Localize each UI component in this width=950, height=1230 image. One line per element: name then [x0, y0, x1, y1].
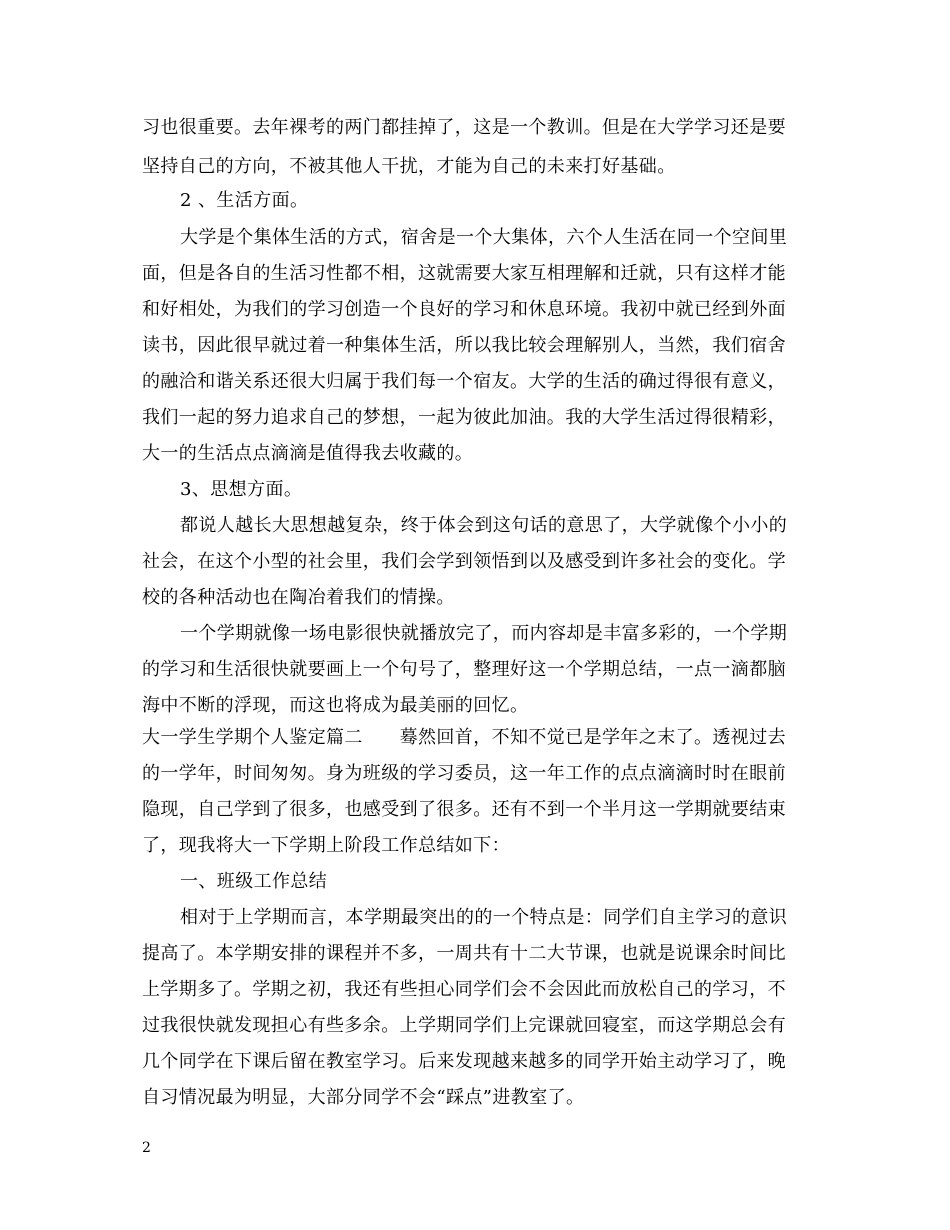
section-heading: 3、思想方面。 [180, 479, 303, 500]
section-heading: 2 、生活方面。 [180, 190, 309, 211]
text-line: 和好相处，为我们的学习创造一个良好的学习和休息环境。我初中就已经到外面 [142, 299, 786, 320]
text-line: 的一学年，时间匆匆。身为班级的学习委员，这一年工作的点点滴滴时时在眼前 [142, 763, 786, 784]
text-line: 社会，在这个小型的社会里，我们会学到领悟到以及感受到许多社会的变化。学 [142, 551, 786, 572]
text-line: 几个同学在下课后留在教室学习。后来发现越来越多的同学开始主动学习了，晚 [142, 1051, 786, 1072]
page-number: 2 [142, 1140, 151, 1156]
text-line: 相对于上学期而言，本学期最突出的的一个特点是：同学们自主学习的意识 [180, 907, 788, 928]
text-line: 习也很重要。去年裸考的两门都挂掉了，这是一个教训。但是在大学学习还是要 [142, 117, 786, 138]
text-line: 提高了。本学期安排的课程并不多，一周共有十二大节课，也就是说课余时间比 [142, 943, 786, 964]
text-line: 的学习和生活很快就要画上一个句号了，整理好这一个学期总结，一点一滴都脑 [142, 659, 786, 680]
text-line: 大一学生学期个人鉴定篇二 蓦然回首，不知不觉已是学年之末了。透视过去 [142, 727, 786, 748]
text-line: 一个学期就像一场电影很快就播放完了，而内容却是丰富多彩的，一个学期 [180, 623, 788, 644]
text-line: 面，但是各自的生活习性都不相，这就需要大家互相理解和迁就，只有这样才能 [142, 263, 786, 284]
text-line: 读书，因此很早就过着一种集体生活，所以我比较会理解别人，当然，我们宿舍 [142, 335, 786, 356]
text-line: 海中不断的浮现，而这也将成为最美丽的回忆。 [142, 695, 529, 716]
text-line: 上学期多了。学期之初，我还有些担心同学们会不会因此而放松自己的学习，不 [142, 979, 786, 1000]
text-line: 我们一起的努力追求自己的梦想，一起为彼此加油。我的大学生活过得很精彩， [142, 407, 786, 428]
text-line: 自习情况最为明显，大部分同学不会“踩点”进教室了。 [142, 1087, 585, 1108]
section-heading: 一、班级工作总结 [180, 871, 328, 892]
text-line: 了，现我将大一下学期上阶段工作总结如下： [142, 835, 510, 856]
text-line: 校的各种活动也在陶冶着我们的情操。 [142, 587, 455, 608]
text-line: 过我很快就发现担心有些多余。上学期同学们上完课就回寝室，而这学期总会有 [142, 1015, 786, 1036]
text-line: 大学是个集体生活的方式，宿舍是一个大集体，六个人生活在同一个空间里 [180, 227, 788, 248]
text-line: 隐现，自己学到了很多，也感受到了很多。还有不到一个半月这一学期就要结束 [142, 799, 786, 820]
text-line: 的融洽和谐关系还很大归属于我们每一个宿友。大学的生活的确过得很有意义， [142, 371, 786, 392]
text-line: 坚持自己的方向，不被其他人干扰，才能为自己的未来打好基础。 [142, 156, 676, 177]
text-line: 都说人越长大思想越复杂，终于体会到这句话的意思了，大学就像个小小的 [180, 515, 788, 536]
text-line: 大一的生活点点滴滴是值得我去收藏的。 [142, 443, 474, 464]
